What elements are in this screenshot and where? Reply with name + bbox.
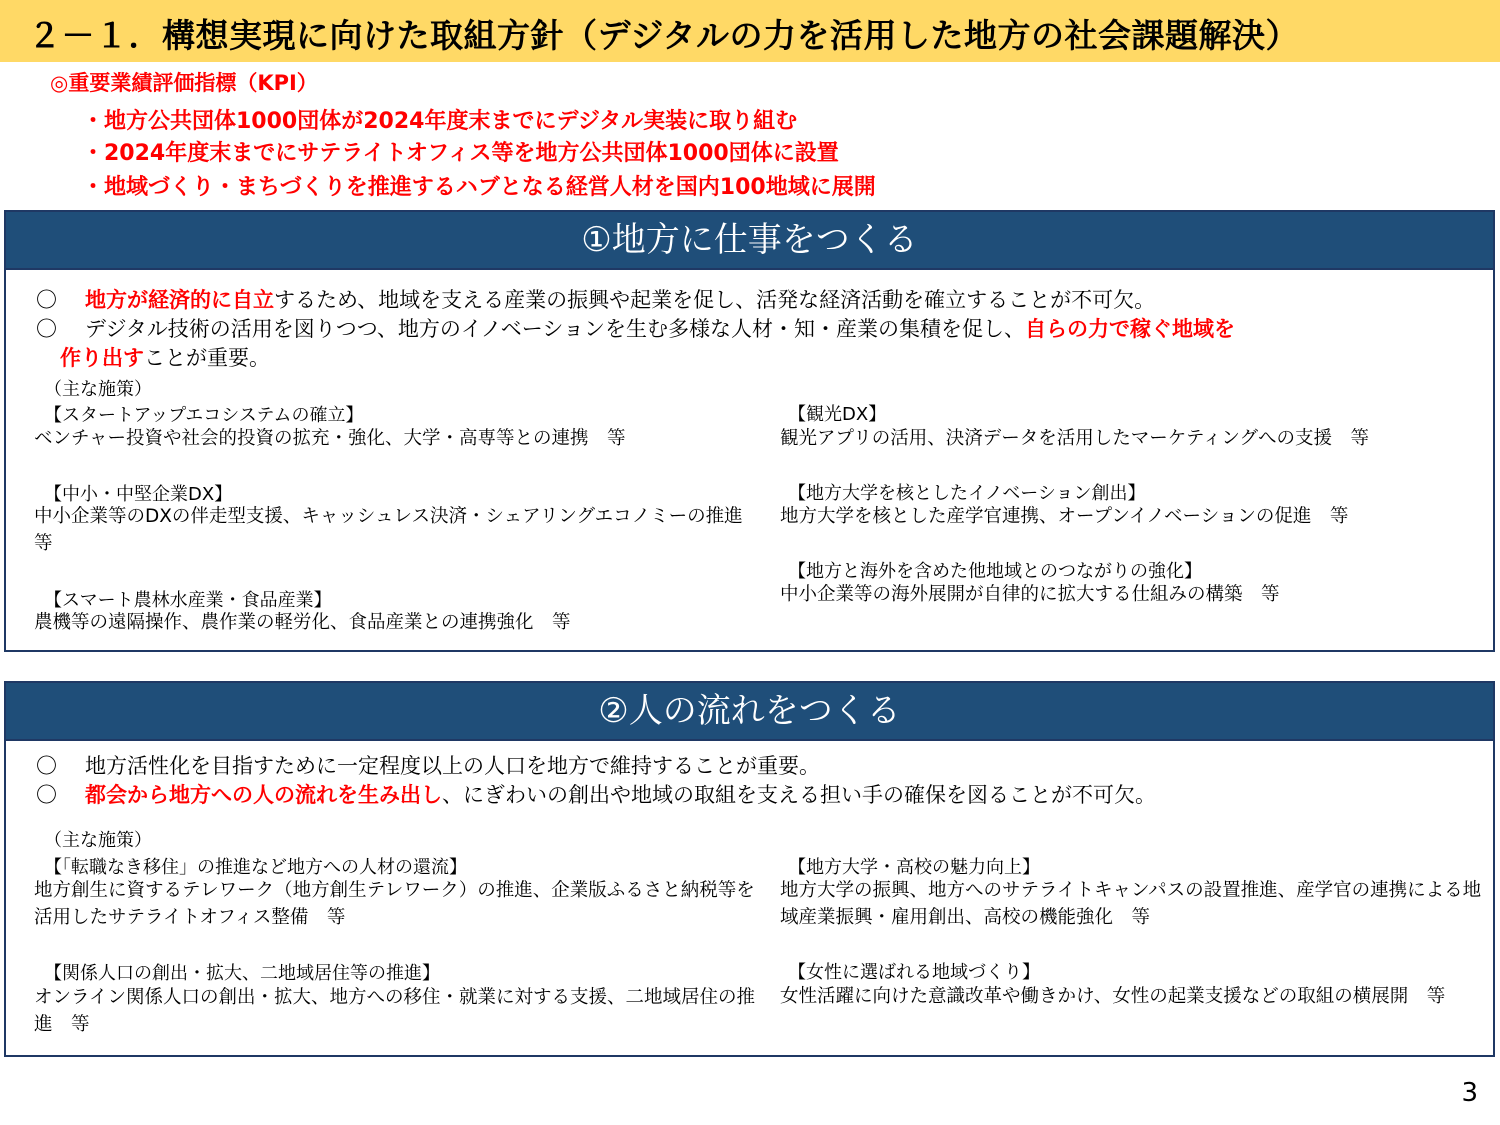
highlight-text: 自らの力で稼ぐ地域を [1024, 317, 1235, 341]
paragraph-text: 、にぎわいの創出や地域の取組を支える担い手の確保を図ることが不可欠。 [442, 783, 1156, 807]
section1-paragraph-2-cont [60, 342, 270, 372]
section1-paragraph-1 [36, 284, 1155, 314]
paragraph-text: デジタル技術の活用を図りつつ、地方のイノベーションを生む多様な人材・知・産業の集積を促し、 [85, 317, 1025, 341]
paragraph-text: 地方活性化を目指すために一定程度以上の人口を地方で維持することが重要。 [85, 754, 820, 778]
measure-title: 【スタートアップエコシステムの確立】 [44, 405, 364, 426]
section-header: ②人の流れをつくる [6, 683, 1493, 741]
measure-title: 【中小・中堅企業DX】 [44, 484, 233, 505]
bullet: 〇 [36, 783, 57, 807]
highlight-text: 作り出す [60, 346, 144, 370]
kpi-item: ・2024年度末までにサテライトオフィス等を地方公共団体1000団体に設置 [82, 141, 839, 166]
measure-title: 【「転職なき移住」の推進など地方への人材の還流】 [44, 857, 467, 878]
section2-paragraph-2 [36, 779, 1156, 809]
measure-title: 【スマート農林水産業・食品産業】 [44, 590, 332, 611]
kpi-item: ・地域づくり・まちづくりを推進するハブとなる経営人材を国内100地域に展開 [82, 175, 876, 200]
measure-body: 地方大学を核とした産学官連携、オープンイノベーションの促進 等 [780, 506, 1349, 527]
bullet: 〇 [36, 754, 57, 778]
measure-title: 【地方大学を核としたイノベーション創出】 [788, 483, 1146, 504]
measure-body: オンライン関係人口の創出・拡大、地方への移住・就業に対する支援、二地域居住の推進 等 [34, 987, 755, 1035]
measure-body: 観光アプリの活用、決済データを活用したマーケティングへの支援 等 [780, 428, 1370, 449]
title-bar [0, 0, 1500, 62]
measure-title: 【地方と海外を含めた他地域とのつながりの強化】 [788, 561, 1202, 582]
measure-body: ベンチャー投資や社会的投資の拡充・強化、大学・高専等との連携 等 [34, 428, 626, 449]
bullet: 〇 [36, 317, 57, 341]
page-number: 3 [1461, 1078, 1478, 1108]
kpi-item: ・地方公共団体1000団体が2024年度末までにデジタル実装に取り組む [82, 109, 798, 134]
bullet: 〇 [36, 288, 57, 312]
section2-paragraph-1 [36, 750, 820, 780]
measure-body: 中小企業等のDXの伴走型支援、キャッシュレス決済・シェアリングエコノミーの推進 等 [34, 506, 762, 554]
measure-title: 【地方大学・高校の魅力向上】 [788, 857, 1040, 878]
section-header: ①地方に仕事をつくる [6, 212, 1493, 270]
paragraph-text: するため、地域を支える産業の振興や起業を促し、活発な経済活動を確立することが不可欠。 [274, 288, 1156, 312]
measure-title: 【関係人口の創出・拡大、二地域居住等の推進】 [44, 963, 440, 984]
highlight-text: 都会から地方への人の流れを生み出し [85, 783, 442, 807]
kpi-heading: ◎重要業績評価指標（KPI） [50, 71, 318, 95]
measures-label: （主な施策） [44, 379, 152, 400]
measure-body: 地方大学の振興、地方へのサテライトキャンパスの設置推進、産学官の連携による地域産業振興・雇用創出、高校の機能強化 等 [780, 880, 1482, 928]
measure-body: 女性活躍に向けた意識改革や働きかけ、女性の起業支援などの取組の横展開 等 [780, 986, 1446, 1007]
highlight-text: 地方が経済的に自立 [85, 288, 274, 312]
page-title: ２－１．構想実現に向けた取組方針（デジタルの力を活用した地方の社会課題解決） [28, 16, 1300, 55]
measure-body: 中小企業等の海外展開が自律的に拡大する仕組みの構築 等 [780, 584, 1280, 605]
section1-paragraph-2 [36, 313, 1235, 343]
measure-body: 地方創生に資するテレワーク（地方創生テレワーク）の推進、企業版ふるさと納税等を活用したサテライトオフィス整備 等 [34, 880, 755, 928]
measure-body: 農機等の遠隔操作、農作業の軽労化、食品産業との連携強化 等 [34, 612, 571, 633]
measure-title: 【女性に選ばれる地域づくり】 [788, 962, 1040, 983]
measure-title: 【観光DX】 [788, 404, 887, 425]
measures-label: （主な施策） [44, 830, 152, 851]
paragraph-text: ことが重要。 [144, 346, 270, 370]
